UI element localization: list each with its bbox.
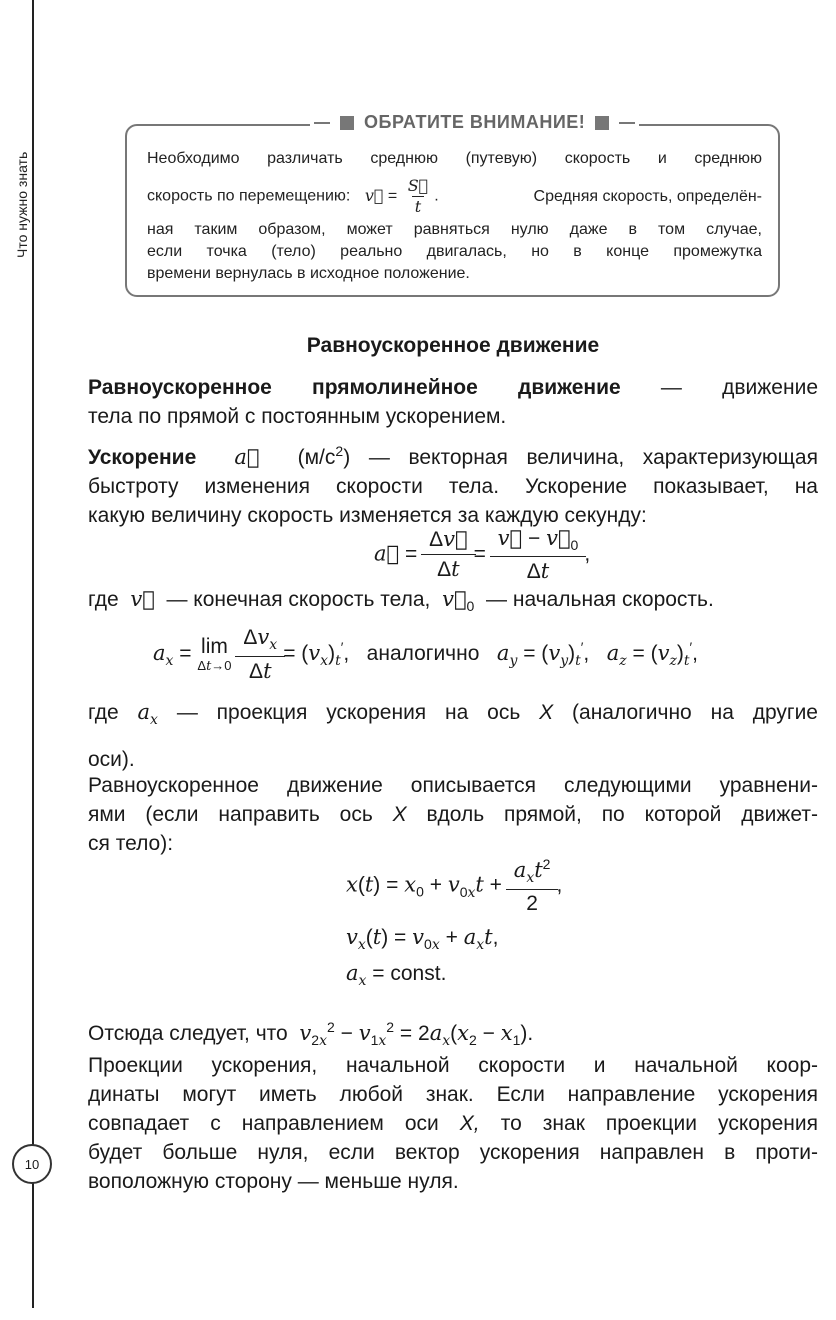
attention-box xyxy=(125,112,780,297)
margin-rule xyxy=(32,0,34,1308)
note-line-1: Необходимо различать среднюю (путевую) скорость и среднюю xyxy=(147,150,762,167)
equation-position: $x(t) = x_0 + v_{0x}t$ + $\frac{a_xt^2}{2}$ , xyxy=(346,856,563,915)
side-section-label: Что нужно знать xyxy=(14,151,30,258)
paragraph-definition: Равноускоренное прямолинейное движение — движение тела по прямой с постоянным ускорением. xyxy=(88,376,818,428)
paragraph-acceleration: Ускорение a⃗ $(м/с^2)$ — векторная величина, характеризующая быстроту изменения скорости тела. Ускорение показывает, на какую величину скорость изменяется за каждую секунду: xyxy=(88,443,818,527)
square-icon xyxy=(340,116,354,130)
equation-const: $a_x$ = const. xyxy=(346,961,447,990)
note-line-2: скорость по перемещению: v⃗ = $\frac{S⃗}{t}$ . Средняя скорость, определён- xyxy=(147,176,762,216)
paragraph-where-ax: где $a_x$ — проекция ускорения на ось X (аналогично на другие оси). xyxy=(88,700,818,772)
square-icon xyxy=(595,116,609,130)
paragraph-consequence: Отсюда следует, что $v_{2x}^2 - v_{1x}^2 = 2a_x(x_2 - x_1)$. xyxy=(88,1019,534,1050)
page-number: 10 xyxy=(12,1144,52,1184)
formula-acceleration: a⃗ = $\frac{\Delta v⃗}{\Delta t}$ = $\frac{v⃗ - v⃗_0}{\Delta t}$ , xyxy=(374,526,591,583)
attention-title: ОБРАТИТЕ ВНИМАНИЕ! xyxy=(310,112,639,133)
note-line-4: если точка (тело) реально двигалась, но в конце промежутка xyxy=(147,243,762,260)
note-line-3: ная таким образом, может равняться нулю даже в том случае, xyxy=(147,221,762,238)
paragraph-where-v: где v⃗ — конечная скорость тела, $v⃗_0$ — начальная скорость. xyxy=(88,587,714,615)
note-line-5: времени вернулась в исходное положение. xyxy=(147,265,470,282)
equation-velocity: $v_x(t) = v_{0x} + a_xt$, xyxy=(346,925,499,954)
paragraph-equations-intro: Равноускоренное движение описывается следующими уравнени- ями (если направить ось X вдоль прямой, по которой движет- ся тело): xyxy=(88,774,819,855)
paragraph-signs: Проекции ускорения, начальной скорости и начальной коор- динаты могут иметь любой знак. Если направление ускорения совпадает с направлением оси X, то знак проекции ускорения будет больше нуля, если вектор ускорения направлен в проти- воположную сторону — меньше нуля. xyxy=(88,1054,818,1193)
section-heading: Равноускоренное движение xyxy=(306,334,600,357)
formula-projection: $a_x$ = lim Δt→0 $\frac{\Delta v_x}{\Delta t}$ = $(v_x)_t'$, аналогично $a_y = (v_y)_t'$, $a_z = (v_z)_t'$, xyxy=(153,625,698,683)
